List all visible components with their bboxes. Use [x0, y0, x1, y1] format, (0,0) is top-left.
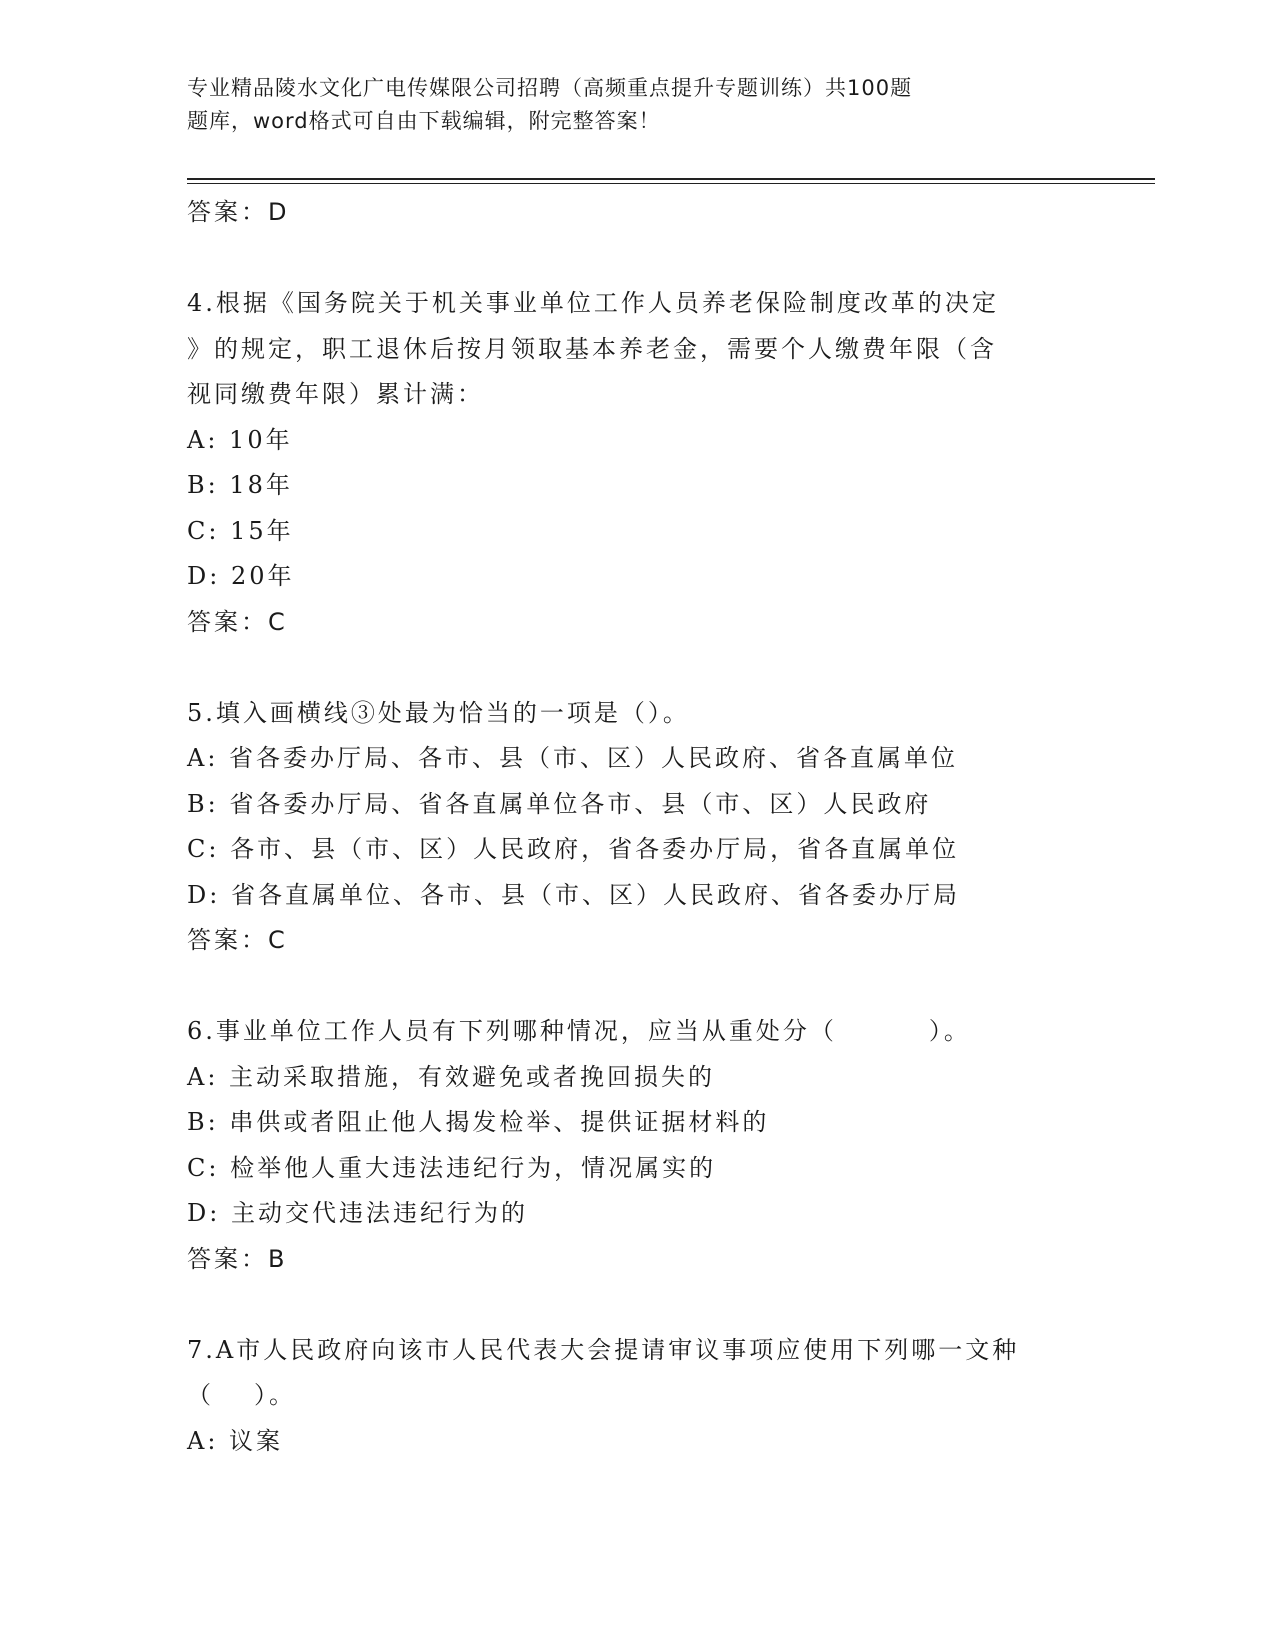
spacer	[187, 645, 1087, 691]
q5-option-b: B: 省各委办厅局、省各直属单位各市、县（市、区）人民政府	[187, 789, 932, 818]
page-header	[187, 72, 1027, 138]
q4-option-a: A: 10年	[187, 425, 293, 454]
q4-stem-line-3: 视同缴费年限）累计满：	[187, 380, 484, 408]
q7-paren-close: ）。	[254, 1381, 296, 1409]
header-rule-thick	[187, 178, 1155, 180]
spacer	[187, 236, 1087, 282]
q6-option-d: D: 主动交代违法违纪行为的	[187, 1199, 528, 1227]
header-rule-thin	[187, 183, 1155, 184]
q5-option-d: D: 省各直属单位、各市、县（市、区）人民政府、省各委办厅局	[187, 880, 960, 909]
header-line-1: 专业精品陵水文化广电传媒限公司招聘（高频重点提升专题训练）共100题	[187, 76, 913, 100]
q7-option-a: A: 议案	[187, 1426, 284, 1455]
q6-stem	[187, 1009, 1087, 1055]
q6-stem-end: ）。	[928, 1017, 971, 1045]
answer-q3: 答案：D	[187, 198, 290, 226]
q7-stem-line-2	[187, 1373, 1087, 1419]
q4-stem-line-2: 》的规定，职工退休后按月领取基本养老金，需要个人缴费年限（含	[187, 334, 997, 363]
q5-option-a: A: 省各委办厅局、各市、县（市、区）人民政府、省各直属单位	[187, 744, 959, 772]
q6-option-c: C: 检举他人重大违法违纪行为，情况属实的	[187, 1153, 717, 1182]
answer-q5: 答案：C	[187, 926, 288, 954]
answer-q4: 答案：C	[187, 607, 288, 636]
q5-option-c: C: 各市、县（市、区）人民政府，省各委办厅局，省各直属单位	[187, 835, 960, 863]
q4-stem-line-1: 4.根据《国务院关于机关事业单位工作人员养老保险制度改革的决定	[187, 289, 999, 317]
q6-option-a: A: 主动采取措施，有效避免或者挽回损失的	[187, 1062, 716, 1091]
q6-option-b: B: 串供或者阻止他人揭发检举、提供证据材料的	[187, 1108, 770, 1136]
spacer	[187, 964, 1087, 1010]
spacer	[187, 1282, 1087, 1328]
q5-stem: 5.填入画横线③处最为恰当的一项是（）。	[187, 698, 690, 727]
q6-stem-text: 6.事业单位工作人员有下列哪种情况，应当从重处分（	[187, 1017, 837, 1045]
q7-paren-open: （	[187, 1381, 214, 1409]
q4-option-b: B: 18年	[187, 471, 293, 499]
q4-option-d: D: 20年	[187, 562, 295, 590]
answer-q6: 答案：B	[187, 1244, 288, 1273]
q7-stem-line-1: 7.A市人民政府向该市人民代表大会提请审议事项应使用下列哪一文种	[187, 1335, 1020, 1364]
document-body	[187, 190, 1087, 1464]
q4-option-c: C: 15年	[187, 516, 294, 545]
header-line-2: 题库，word格式可自由下载编辑，附完整答案！	[187, 109, 661, 133]
